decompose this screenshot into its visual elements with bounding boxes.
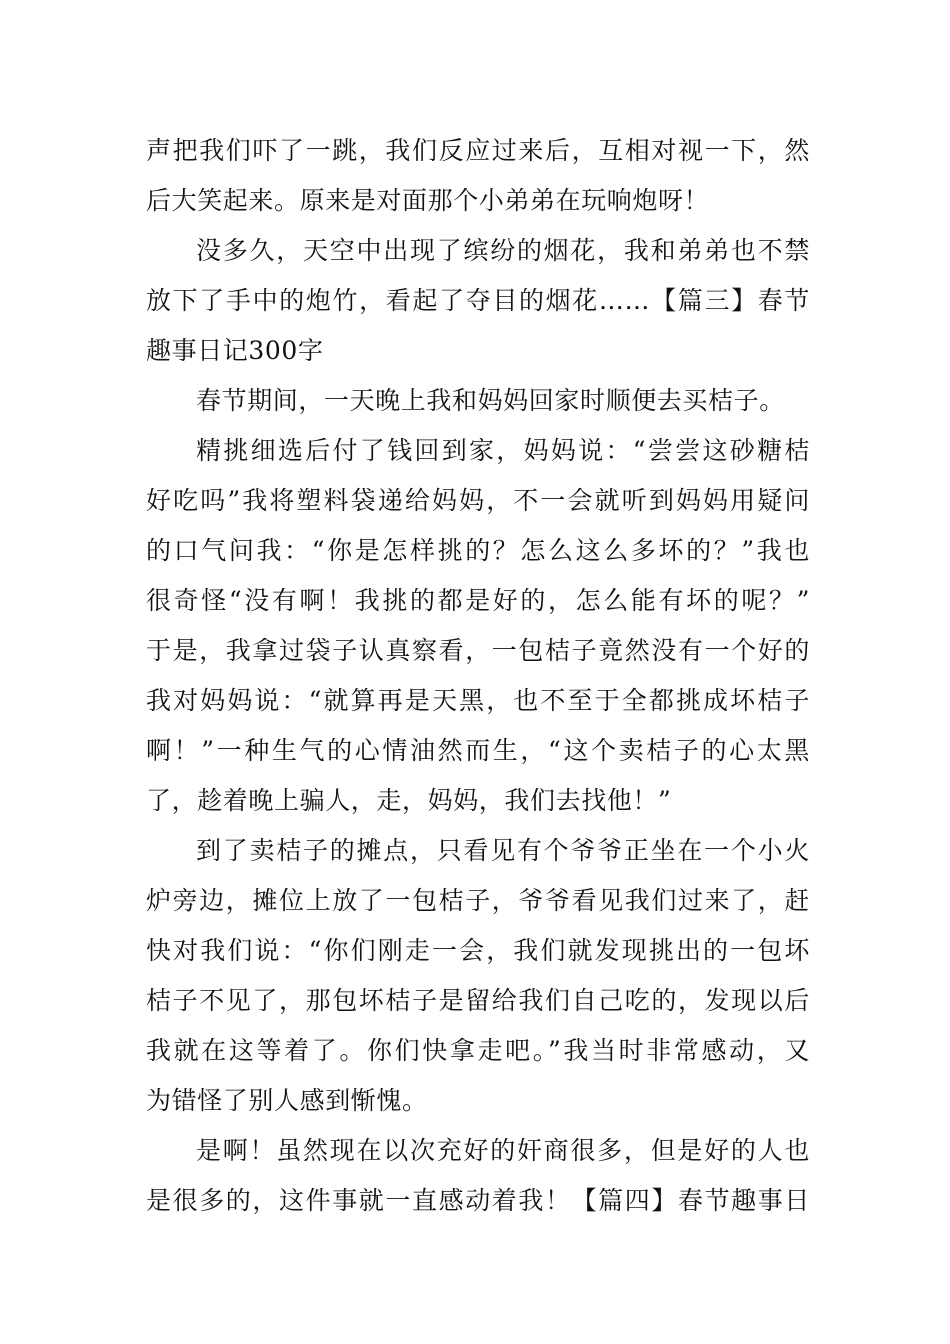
text-line: 趣事日记300字 [146,336,324,365]
text-line: 快对我们说：“你们刚走一会，我们就发现挑出的一包坏 [146,936,810,965]
text-line: 桔子不见了，那包坏桔子是留给我们自己吃的，发现以后 [146,986,810,1015]
text-line: 春节期间，一天晚上我和妈妈回家时顺便去买桔子。 [196,386,785,415]
text-line: 是很多的，这件事就一直感动着我！【篇四】春节趣事日 [146,1186,810,1215]
text-line: 好吃吗”我将塑料袋递给妈妈，不一会就听到妈妈用疑问 [146,486,810,515]
text-line: 炉旁边，摊位上放了一包桔子，爷爷看见我们过来了，赶 [146,886,810,915]
text-line: 我就在这等着了。你们快拿走吧。”我当时非常感动，又 [146,1036,810,1065]
text-line: 是啊！虽然现在以次充好的奸商很多，但是好的人也 [196,1136,810,1165]
text-line: 后大笑起来。原来是对面那个小弟弟在玩响炮呀！ [146,186,710,215]
text-line: 声把我们吓了一跳，我们反应过来后，互相对视一下，然 [146,136,810,165]
text-line: 很奇怪“没有啊！我挑的都是好的，怎么能有坏的呢？” [146,586,810,615]
text-line: 于是，我拿过袋子认真察看，一包桔子竟然没有一个好的 [146,636,810,665]
text-line: 啊！”一种生气的心情油然而生，“这个卖桔子的心太黑 [146,736,810,765]
text-line: 放下了手中的炮竹，看起了夺目的烟花……【篇三】春节 [146,286,810,315]
text-line: 为错怪了别人感到惭愧。 [146,1086,428,1115]
text-line: 我对妈妈说：“就算再是天黑，也不至于全都挑成坏桔子 [146,686,810,715]
text-line: 没多久，天空中出现了缤纷的烟花，我和弟弟也不禁 [196,236,810,265]
text-line: 了，趁着晚上骗人，走，妈妈，我们去找他！” [146,786,672,815]
text-line: 精挑细选后付了钱回到家，妈妈说：“尝尝这砂糖桔 [196,436,810,465]
document-body [146,126,810,1226]
text-line: 到了卖桔子的摊点，只看见有个爷爷正坐在一个小火 [196,836,810,865]
text-line: 的口气问我：“你是怎样挑的？怎么这么多坏的？”我也 [146,536,810,565]
